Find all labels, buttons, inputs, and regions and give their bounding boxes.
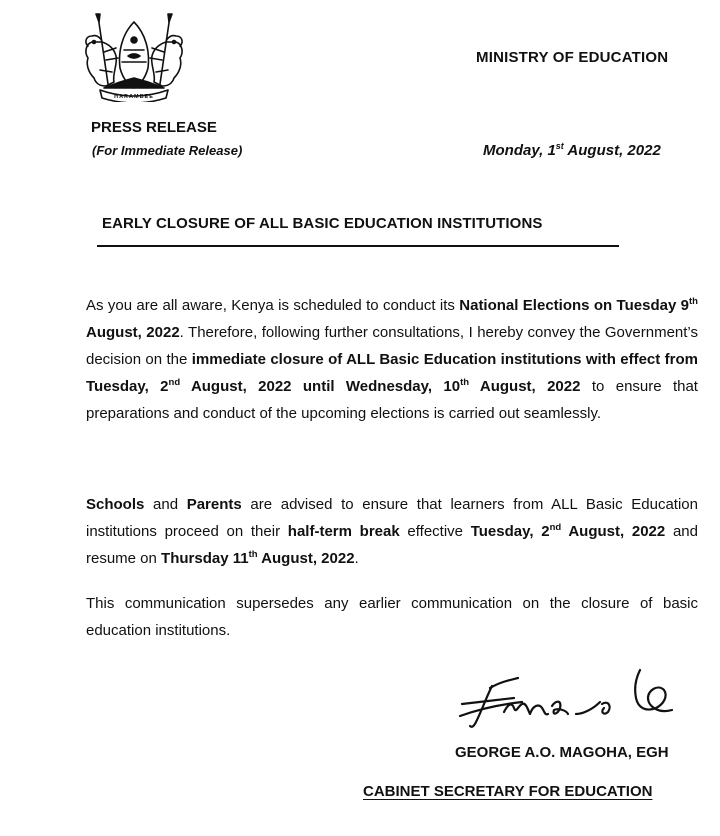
signatory-name: GEORGE A.O. MAGOHA, EGH bbox=[455, 744, 669, 761]
signatory-position: CABINET SECRETARY FOR EDUCATION bbox=[363, 783, 653, 800]
coat-of-arms-logo bbox=[78, 12, 190, 102]
svg-text:HARAMBEE: HARAMBEE bbox=[114, 94, 154, 100]
press-release-label: PRESS RELEASE bbox=[91, 119, 217, 136]
ministry-name: MINISTRY OF EDUCATION bbox=[476, 49, 669, 66]
title-divider bbox=[97, 245, 619, 247]
release-date: Monday, 1st August, 2022 bbox=[483, 141, 661, 159]
body-paragraph-2: Schools and Parents are advised to ensure that learners from ALL Basic Education institutions proceed on their half-term break effective Tuesday, 2nd August, 2022 and resume on Thursday 11th August, 2022. bbox=[86, 496, 698, 567]
body-paragraph-1: As you are all aware, Kenya is scheduled to conduct its National Elections on Tuesday 9th August, 2022. Therefore, following further consultations, I hereby convey the Government’s decision on the immediate closure of ALL Basic Education institutions with effect from Tuesday, 2nd August, 2022 until Wednesday, 10th August, 2022 to ensure that preparations and conduct of the upcoming elections is carried out seamlessly. bbox=[86, 296, 698, 422]
document-title: EARLY CLOSURE OF ALL BASIC EDUCATION INSTITUTIONS bbox=[102, 215, 543, 232]
body-paragraph-3: This communication supersedes any earlier communication on the closure of basic education institutions. bbox=[86, 595, 698, 639]
release-note: (For Immediate Release) bbox=[92, 143, 243, 158]
handwritten-signature bbox=[452, 664, 698, 738]
